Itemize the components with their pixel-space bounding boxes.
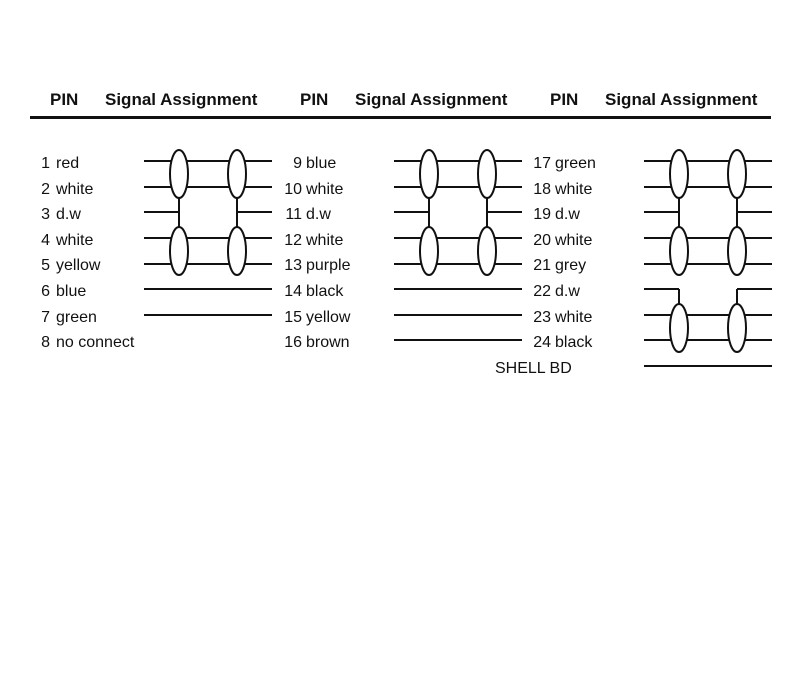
pin-row: 1 red — [41, 155, 80, 172]
header-pin-2: PIN — [300, 90, 329, 109]
pin-row: 10 white — [284, 181, 344, 198]
pin-row: 7 green — [41, 309, 97, 326]
pin-row: 11 d.w — [285, 206, 331, 223]
pin-row: 3 d.w — [41, 206, 81, 223]
pin-row: 15 yellow — [284, 309, 351, 326]
pin-row: 23 white — [533, 309, 593, 326]
wiring-group-3 — [644, 150, 772, 366]
header-pin-1: PIN — [50, 90, 79, 109]
pin-row: 18 white — [533, 181, 593, 198]
header-signal-3: Signal Assignment — [605, 90, 758, 109]
pin-row: 13 purple — [284, 257, 351, 274]
pin-row: 24 black — [533, 334, 593, 351]
pin-row: 12 white — [284, 232, 344, 249]
pin-row: 4 white — [41, 232, 94, 249]
header-signal-2: Signal Assignment — [355, 90, 508, 109]
pin-row: 21 grey — [533, 257, 587, 274]
pin-row: 9 blue — [293, 155, 337, 172]
pin-row: 14 black — [284, 283, 344, 300]
wiring-group-1 — [144, 150, 272, 315]
pin-row: 17 green — [533, 155, 596, 172]
header-signal-1: Signal Assignment — [105, 90, 258, 109]
pin-row: 2 white — [41, 181, 94, 198]
header-pin-3: PIN — [550, 90, 579, 109]
pin-row: 16 brown — [284, 334, 350, 351]
pin-row: 22 d.w — [533, 283, 580, 300]
wiring-group-2 — [394, 150, 522, 340]
pin-row: 8 no connect — [41, 334, 135, 351]
pin-row: 6 blue — [41, 283, 87, 300]
pin-row: 19 d.w — [533, 206, 580, 223]
pin-row: 5 yellow — [41, 257, 101, 274]
shell-label: SHELL BD — [495, 360, 572, 377]
pin-row: 20 white — [533, 232, 593, 249]
